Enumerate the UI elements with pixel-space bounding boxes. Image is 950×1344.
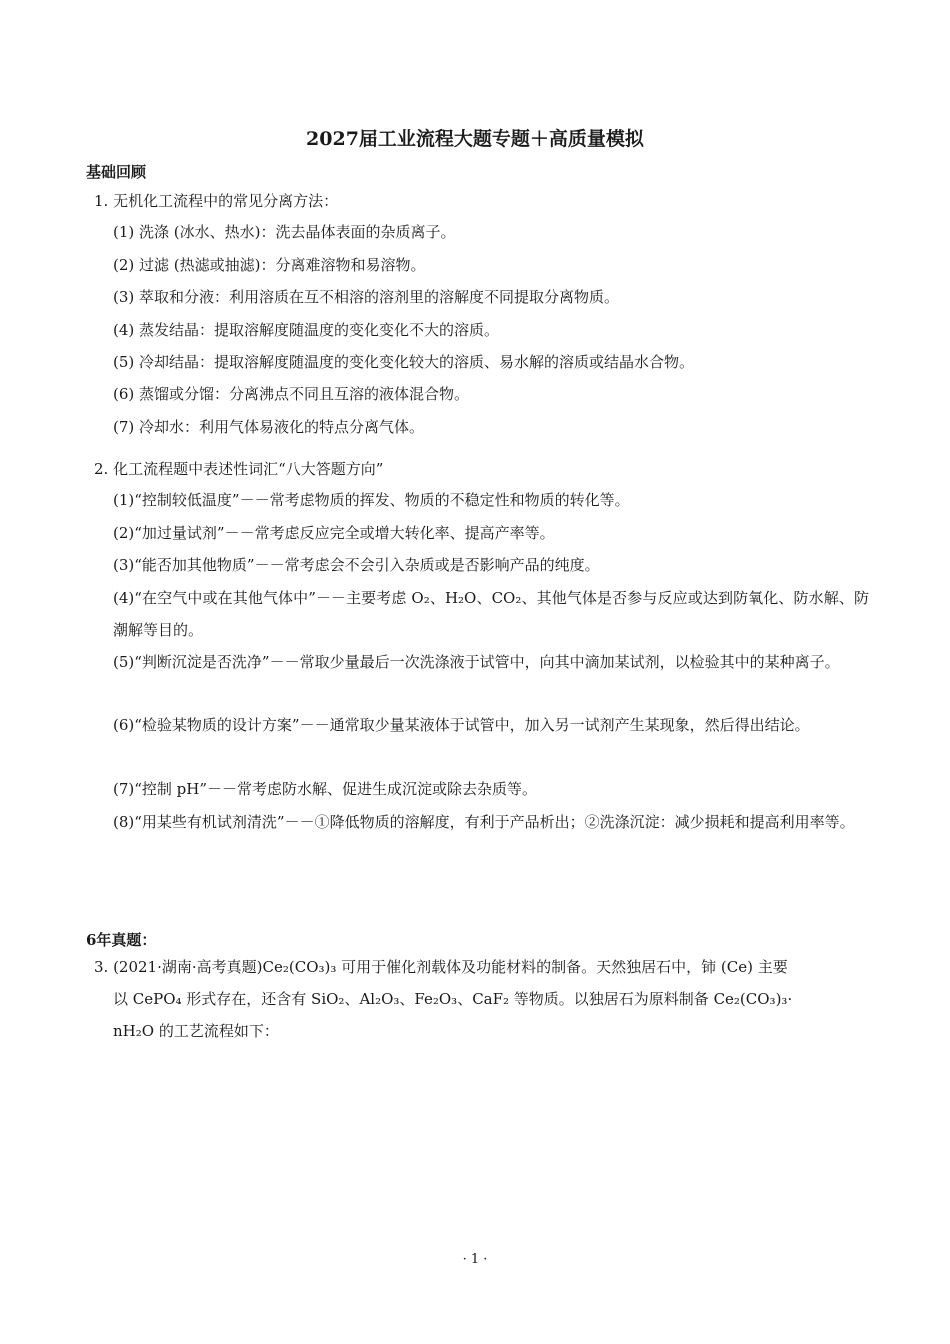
q1-item-3: (3) 萃取和分液：利用溶质在互不相溶的溶剂里的溶解度不同提取分离物质。 [113, 288, 620, 306]
q2-item-3: (3)“能否加其他物质”－－常考虑会不会引入杂质或是否影响产品的纯度。 [113, 556, 600, 574]
q2-item-2: (2)“加过量试剂”－－常考虑反应完全或增大转化率、提高产率等。 [113, 524, 555, 542]
section-heading-real-exams: 6年真题： [86, 931, 157, 949]
q1-item-5: (5) 冷却结晶：提取溶解度随温度的变化变化较大的溶质、易水解的溶质或结晶水合物。 [113, 353, 695, 371]
q2-item-8: (8)“用某些有机试剂清洗”－－①降低物质的溶解度，有利于产品析出；②洗涤沉淀：减少损耗和提高利用率等。 [113, 813, 855, 831]
question-3-line-2: 以 CePO₄ 形式存在，还含有 SiO₂、Al₂O₃、Fe₂O₃、CaF₂ 等物质。以独居石为原料制备 Ce₂(CO₃)₃· [113, 990, 793, 1008]
q1-item-2: (2) 过滤 (热滤或抽滤)：分离难溶物和易溶物。 [113, 256, 426, 274]
question-2-label: 2. 化工流程题中表述性词汇“八大答题方向” [94, 460, 384, 478]
q2-item-4: (4)“在空气中或在其他气体中”－－主要考虑 O₂、H₂O、CO₂、其他气体是否参与反应或达到防氧化、防水解、防潮解等目的。 [113, 589, 869, 639]
q1-item-7: (7) 冷却水：利用气体易液化的特点分离气体。 [113, 418, 425, 436]
question-3-line-1: 3. (2021·湖南·高考真题)Ce₂(CO₃)₃ 可用于催化剂载体及功能材料的制备。天然独居石中，铈 (Ce) 主要 [94, 958, 788, 976]
q1-item-1: (1) 洗涤 (冰水、热水)：洗去晶体表面的杂质离子。 [113, 223, 456, 241]
q1-item-4: (4) 蒸发结晶：提取溶解度随温度的变化变化不大的溶质。 [113, 321, 500, 339]
q2-item-6: (6)“检验某物质的设计方案”－－通常取少量某液体于试管中，加入另一试剂产生某现象，然后得出结论。 [113, 716, 810, 734]
q2-item-1: (1)“控制较低温度”－－常考虑物质的挥发、物质的不稳定性和物质的转化等。 [113, 491, 630, 509]
page-number: · 1 · [462, 1252, 488, 1267]
q2-item-5: (5)“判断沉淀是否洗净”－－常取少量最后一次洗涤液于试管中，向其中滴加某试剂，以检验其中的某种离子。 [113, 653, 840, 671]
q1-item-6: (6) 蒸馏或分馏：分离沸点不同且互溶的液体混合物。 [113, 385, 470, 403]
page-title: 2027届工业流程大题专题＋高质量模拟 [306, 128, 644, 150]
section-heading-basics: 基础回顾 [86, 163, 147, 181]
question-3-line-3: nH₂O 的工艺流程如下： [113, 1022, 279, 1040]
q2-item-7: (7)“控制 pH”－－常考虑防水解、促进生成沉淀或除去杂质等。 [113, 780, 538, 798]
question-1-label: 1. 无机化工流程中的常见分离方法： [94, 192, 339, 210]
question-3 [94, 951, 870, 1047]
